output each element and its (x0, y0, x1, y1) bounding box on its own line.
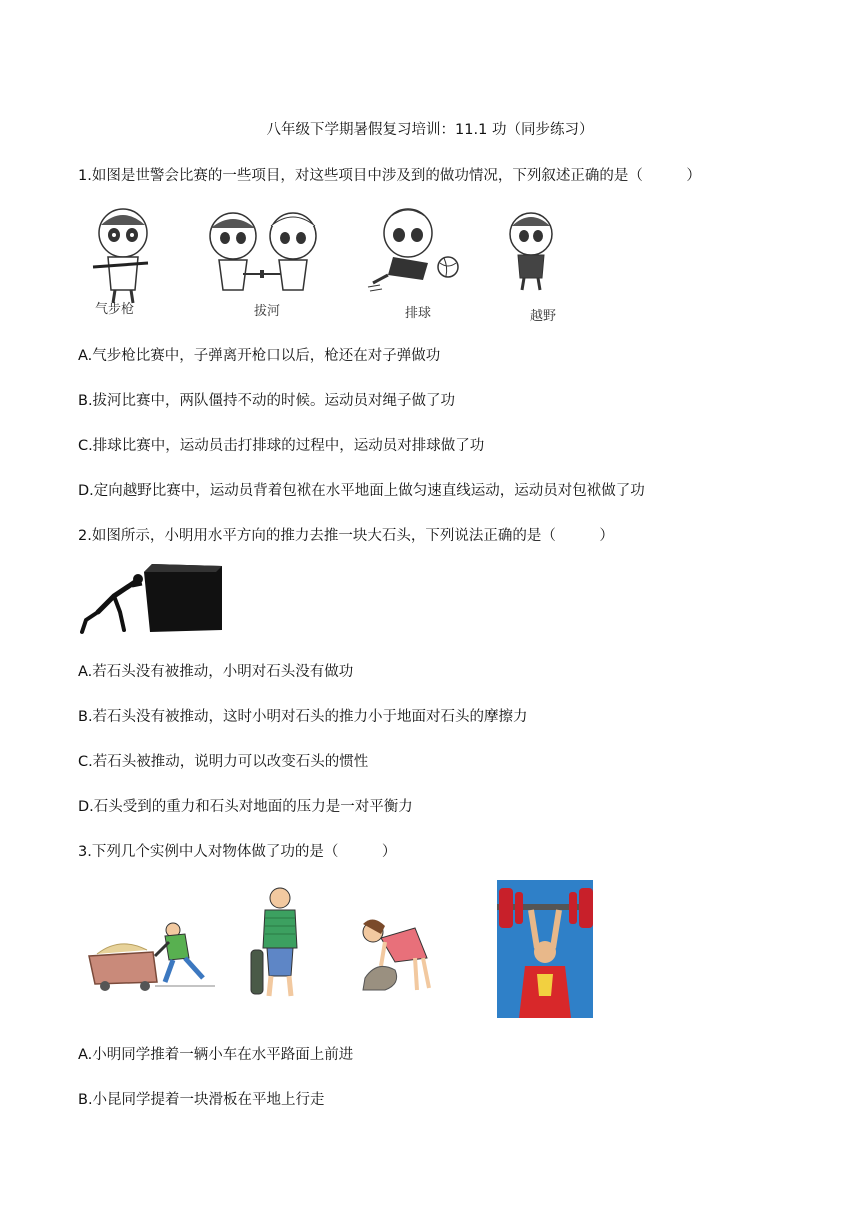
q1-figure-mascots (78, 200, 598, 325)
q2-stem: 2.如图所示，小明用水平方向的推力去推一块大石头，下列说法正确的是（ ） (78, 528, 614, 544)
q1-option-b: B.拔河比赛中，两队僵持不动的时候。运动员对绳子做了功 (78, 393, 456, 409)
caption-cross-country: 越野 (530, 309, 557, 324)
q3-figure-examples (85, 878, 600, 1020)
rifle-mascot-illustration (93, 209, 148, 303)
q2-option-b: B.若石头没有被推动，这时小明对石头的推力小于地面对石头的摩擦力 (78, 709, 528, 725)
q3-stem: 3.下列几个实例中人对物体做了功的是（ ） (78, 844, 397, 860)
caption-rifle: 气步枪 (95, 302, 135, 317)
q3-option-b: B.小昆同学提着一块滑板在平地上行走 (78, 1092, 325, 1108)
q2-figure-push-rock (80, 562, 225, 638)
q2-option-c: C.若石头被推动，说明力可以改变石头的惯性 (78, 754, 369, 770)
weightlifter-photo (497, 880, 593, 1018)
page-title: 八年级下学期暑假复习培训：11.1 功（同步练习） (266, 122, 594, 138)
push-cart-illustration (89, 923, 215, 991)
q1-stem: 1.如图是世警会比赛的一些项目，对这些项目中涉及到的做功情况，下列叙述正确的是（ ） (78, 168, 701, 184)
girl-lifting-rock-illustration (363, 919, 429, 990)
q1-option-a: A.气步枪比赛中，子弹离开枪口以后，枪还在对子弹做功 (78, 348, 441, 364)
caption-volleyball: 排球 (405, 306, 432, 321)
q2-option-d: D.石头受到的重力和石头对地面的压力是一对平衡力 (78, 799, 413, 815)
big-rock-illustration (144, 564, 222, 632)
q1-option-c: C.排球比赛中，运动员击打排球的过程中，运动员对排球做了功 (78, 438, 485, 454)
cross-country-mascot-illustration (510, 213, 552, 290)
carry-skateboard-illustration (251, 888, 297, 996)
q2-option-a: A.若石头没有被推动，小明对石头没有做功 (78, 664, 354, 680)
tug-of-war-mascots-illustration (210, 213, 316, 290)
pushing-man-illustration (82, 574, 143, 632)
caption-tug-of-war: 拔河 (254, 304, 281, 319)
volleyball-mascot-illustration (368, 209, 458, 291)
q3-option-a: A.小明同学推着一辆小车在水平路面上前进 (78, 1047, 354, 1063)
q1-option-d: D.定向越野比赛中，运动员背着包袱在水平地面上做匀速直线运动，运动员对包袱做了功 (78, 483, 645, 499)
